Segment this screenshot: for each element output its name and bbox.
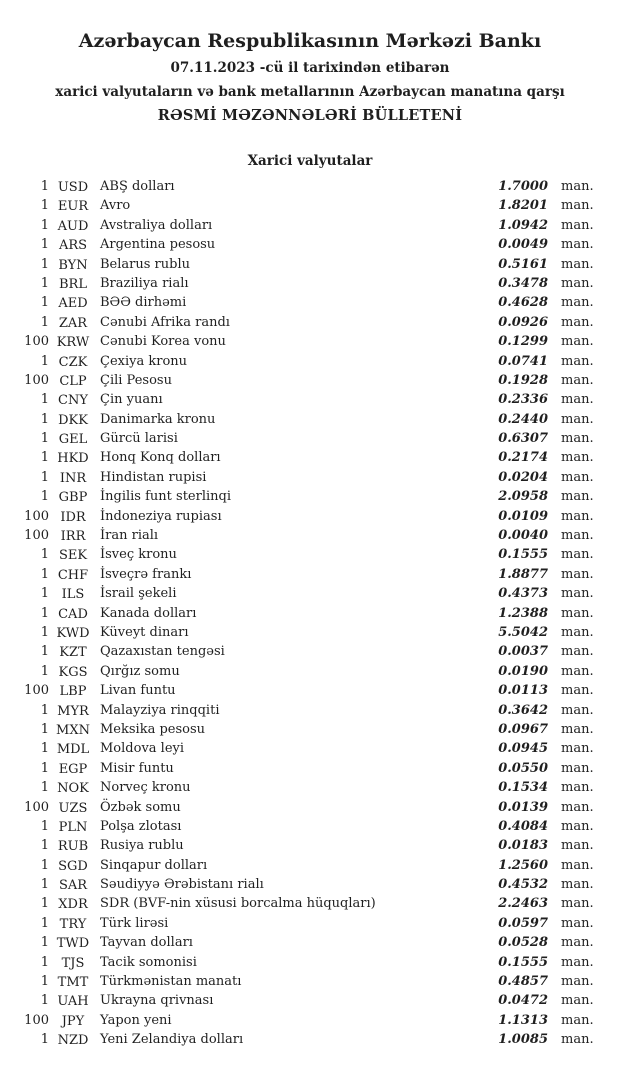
table-row — [0, 177, 620, 196]
rate-value: 1.1313 — [498, 1012, 548, 1028]
rate-value: 0.1534 — [498, 780, 548, 796]
currency-name: Meksika pesosu — [100, 721, 206, 737]
quantity: 1 — [40, 624, 49, 640]
rate-unit: man. — [561, 217, 594, 233]
section-title-foreign-currencies: Xarici valyutalar — [247, 153, 373, 169]
currency-code: AED — [58, 296, 88, 312]
currency-name: İngilis funt sterlinqi — [100, 489, 231, 505]
currency-name: ABŞ dolları — [100, 179, 175, 194]
rate-value: 0.3642 — [498, 702, 548, 718]
rate-value: 0.0967 — [498, 721, 548, 737]
rate-value: 0.0049 — [498, 237, 548, 253]
table-row — [0, 642, 620, 661]
quantity: 1 — [40, 644, 49, 660]
table-row — [0, 487, 620, 506]
bulletin-title: RƏSMİ MƏZƏNNƏLƏRİ BÜLLETENİ — [157, 107, 463, 124]
rate-value: 1.7000 — [498, 179, 548, 194]
currency-name: Rusiya rublu — [100, 838, 184, 854]
rate-unit: man. — [561, 528, 594, 544]
currency-code: XDR — [58, 897, 88, 913]
rate-unit: man. — [561, 605, 594, 621]
currency-name: Qazaxıstan tengəsi — [100, 644, 225, 660]
currency-code: NZD — [57, 1033, 89, 1049]
table-row — [0, 798, 620, 817]
table-row — [0, 235, 620, 254]
table-row — [0, 216, 620, 235]
table-row — [0, 759, 620, 778]
rate-unit: man. — [561, 392, 594, 408]
currency-name: Səudiyyə Ərəbistanı rialı — [100, 877, 264, 893]
currency-name: Cənubi Korea vonu — [100, 334, 226, 350]
currency-name: Norveç kronu — [100, 780, 191, 796]
rate-value: 0.4084 — [498, 818, 548, 834]
quantity: 1 — [40, 489, 49, 505]
table-row — [0, 293, 620, 312]
table-row — [0, 429, 620, 448]
rate-value: 0.0190 — [498, 663, 548, 679]
rate-value: 0.1928 — [498, 372, 548, 388]
currency-name: Küveyt dinarı — [100, 624, 189, 640]
quantity: 1 — [40, 547, 49, 563]
quantity: 1 — [40, 896, 49, 912]
table-row — [0, 448, 620, 467]
table-row — [0, 953, 620, 972]
table-row — [0, 604, 620, 623]
quantity: 100 — [24, 683, 49, 699]
table-row — [0, 274, 620, 293]
currency-code: KGS — [58, 664, 88, 680]
rate-value: 0.2336 — [498, 392, 548, 408]
rate-unit: man. — [561, 314, 594, 330]
table-row — [0, 410, 620, 429]
quantity: 100 — [24, 508, 49, 524]
currency-name: Tayvan dolları — [100, 935, 193, 951]
quantity: 1 — [40, 314, 49, 330]
rate-unit: man. — [561, 566, 594, 582]
rate-unit: man. — [561, 334, 594, 350]
quantity: 1 — [40, 857, 49, 873]
rate-unit: man. — [561, 586, 594, 602]
currency-name: Avstraliya dolları — [100, 217, 213, 233]
rate-value: 1.0942 — [498, 217, 548, 233]
table-row — [0, 662, 620, 681]
rate-value: 2.2463 — [498, 896, 548, 912]
currency-code: CNY — [58, 393, 88, 409]
rate-unit: man. — [561, 547, 594, 563]
currency-code: BRL — [59, 276, 87, 292]
currency-name: Sinqapur dolları — [100, 857, 208, 873]
rate-unit: man. — [561, 256, 594, 272]
quantity: 100 — [24, 334, 49, 350]
quantity: 1 — [40, 915, 49, 931]
rate-unit: man. — [561, 198, 594, 214]
table-row — [0, 875, 620, 894]
quantity: 100 — [24, 799, 49, 815]
rate-unit: man. — [561, 450, 594, 466]
rate-value: 0.0040 — [498, 528, 548, 544]
currency-code: ARS — [58, 238, 88, 254]
currency-name: Türkmənistan manatı — [100, 974, 242, 990]
table-row — [0, 526, 620, 545]
rate-unit: man. — [561, 741, 594, 757]
currency-code: BYN — [58, 257, 88, 273]
currency-code: MYR — [57, 703, 89, 719]
rate-unit: man. — [561, 915, 594, 931]
currency-name: İsrail şekeli — [100, 586, 177, 602]
currency-code: TRY — [59, 916, 87, 932]
table-row — [0, 856, 620, 875]
rate-unit: man. — [561, 179, 594, 194]
currency-code: HKD — [57, 451, 89, 467]
currency-code: UZS — [58, 800, 88, 816]
currency-name: Hindistan rupisi — [100, 469, 207, 485]
rate-unit: man. — [561, 275, 594, 291]
quantity: 1 — [40, 877, 49, 893]
currency-code: USD — [57, 180, 89, 195]
rate-value: 0.4532 — [498, 877, 548, 893]
rate-unit: man. — [561, 372, 594, 388]
currency-code: RUB — [57, 839, 89, 855]
currency-code: EUR — [57, 199, 89, 215]
currency-name: Misir funtu — [100, 760, 174, 776]
quantity: 1 — [40, 721, 49, 737]
quantity: 1 — [40, 586, 49, 602]
currency-code: UAH — [57, 994, 89, 1010]
rate-value: 0.0945 — [498, 741, 548, 757]
quantity: 1 — [40, 217, 49, 233]
quantity: 1 — [40, 780, 49, 796]
table-row — [0, 468, 620, 487]
currency-name: Danimarka kronu — [100, 411, 216, 427]
currency-name: İran rialı — [100, 528, 159, 544]
currency-code: IRR — [60, 529, 86, 545]
quantity: 1 — [40, 450, 49, 466]
currency-code: SEK — [58, 548, 88, 564]
rate-value: 0.0550 — [498, 760, 548, 776]
currency-code: GEL — [58, 432, 88, 448]
rate-value: 5.5042 — [498, 624, 548, 640]
rate-value: 0.0741 — [498, 353, 548, 369]
rate-value: 0.4628 — [498, 295, 548, 311]
quantity: 1 — [40, 663, 49, 679]
rate-value: 1.0085 — [498, 1032, 548, 1048]
rate-unit: man. — [561, 431, 594, 447]
bulletin-subtitle: xarici valyutaların və bank metallarının Azərbaycan manatına qarşı — [55, 84, 565, 100]
table-row — [0, 332, 620, 351]
quantity: 1 — [40, 198, 49, 214]
quantity: 1 — [40, 954, 49, 970]
table-row — [0, 933, 620, 952]
rate-value: 0.1555 — [498, 954, 548, 970]
currency-code: TMT — [57, 975, 89, 991]
currency-code: KZT — [59, 645, 87, 661]
rate-unit: man. — [561, 799, 594, 815]
currency-code: KRW — [56, 335, 90, 351]
rate-unit: man. — [561, 896, 594, 912]
currency-name: Malayziya rinqqiti — [100, 702, 220, 718]
currency-code: SAR — [58, 878, 88, 894]
table-row — [0, 545, 620, 564]
currency-code: TWD — [56, 936, 90, 952]
rate-value: 0.2174 — [498, 450, 548, 466]
rate-value: 0.0204 — [498, 469, 548, 485]
currency-code: GBP — [58, 490, 88, 506]
quantity: 1 — [40, 760, 49, 776]
rate-unit: man. — [561, 760, 594, 776]
currency-name: Braziliya rialı — [100, 275, 189, 291]
rate-unit: man. — [561, 838, 594, 854]
currency-name: Özbək somu — [100, 799, 181, 815]
currency-name: Livan funtu — [100, 683, 176, 699]
rate-unit: man. — [561, 818, 594, 834]
rate-unit: man. — [561, 1012, 594, 1028]
rate-value: 0.1299 — [498, 334, 548, 350]
currency-name: Yapon yeni — [100, 1012, 172, 1028]
currency-code: IDR — [60, 509, 86, 525]
rate-value: 0.3478 — [498, 275, 548, 291]
table-row — [0, 1030, 620, 1049]
quantity: 1 — [40, 1032, 49, 1048]
rate-value: 0.0113 — [498, 683, 548, 699]
currency-name: Moldova leyi — [100, 741, 185, 757]
currency-name: Argentina pesosu — [100, 237, 216, 253]
rate-value: 0.0109 — [498, 508, 548, 524]
rate-unit: man. — [561, 237, 594, 253]
quantity: 1 — [40, 392, 49, 408]
rate-unit: man. — [561, 683, 594, 699]
rate-value: 0.6307 — [498, 431, 548, 447]
rate-unit: man. — [561, 624, 594, 640]
rate-value: 0.0528 — [498, 935, 548, 951]
table-row — [0, 701, 620, 720]
currency-name: İsveçrə frankı — [100, 566, 192, 582]
currency-name: Türk lirəsi — [100, 915, 169, 931]
currency-code: CZK — [58, 354, 88, 370]
rate-unit: man. — [561, 954, 594, 970]
quantity: 1 — [40, 431, 49, 447]
table-row — [0, 914, 620, 933]
quantity: 1 — [40, 256, 49, 272]
currency-code: AUD — [57, 218, 89, 234]
table-row — [0, 565, 620, 584]
currency-name: Ukrayna qrivnası — [100, 993, 214, 1009]
quantity: 1 — [40, 741, 49, 757]
rate-unit: man. — [561, 721, 594, 737]
quantity: 1 — [40, 237, 49, 253]
rate-value: 0.0472 — [498, 993, 548, 1009]
quantity: 100 — [24, 1012, 49, 1028]
rate-value: 0.0037 — [498, 644, 548, 660]
currency-name: Polşa zlotası — [100, 818, 182, 834]
currency-name: BƏƏ dirhəmi — [100, 295, 187, 311]
rate-value: 1.8877 — [498, 566, 548, 582]
quantity: 1 — [40, 275, 49, 291]
quantity: 1 — [40, 566, 49, 582]
quantity: 1 — [40, 974, 49, 990]
quantity: 1 — [40, 411, 49, 427]
rate-unit: man. — [561, 974, 594, 990]
bank-title: Azərbaycan Respublikasının Mərkəzi Bankı — [78, 30, 542, 52]
rate-unit: man. — [561, 469, 594, 485]
currency-code: SGD — [58, 858, 88, 874]
rate-unit: man. — [561, 353, 594, 369]
rate-unit: man. — [561, 411, 594, 427]
currency-name: Tacik somonisi — [100, 954, 197, 970]
currency-name: Çin yuanı — [100, 392, 163, 408]
currency-code: CAD — [58, 606, 88, 622]
rate-unit: man. — [561, 702, 594, 718]
currency-name: Honq Konq dolları — [100, 450, 221, 466]
currency-code: KWD — [56, 625, 90, 641]
currency-code: MXN — [56, 722, 90, 738]
currency-name: Qırğız somu — [100, 663, 180, 679]
table-row — [0, 507, 620, 526]
rate-unit: man. — [561, 780, 594, 796]
currency-name: Belarus rublu — [100, 256, 190, 272]
effective-date-line: 07.11.2023 -cü il tarixindən etibarən — [170, 60, 450, 76]
currency-name: Yeni Zelandiya dolları — [100, 1032, 244, 1048]
rate-value: 2.0958 — [498, 489, 548, 505]
rate-unit: man. — [561, 993, 594, 1009]
rate-value: 0.0139 — [498, 799, 548, 815]
table-row — [0, 352, 620, 371]
currency-code: INR — [59, 470, 87, 486]
table-row — [0, 817, 620, 836]
currency-name: İndoneziya rupiası — [100, 508, 222, 524]
quantity: 1 — [40, 605, 49, 621]
rate-value: 0.4857 — [498, 974, 548, 990]
currency-code: MDL — [56, 742, 90, 758]
currency-code: CHF — [57, 567, 89, 583]
rate-value: 1.2560 — [498, 857, 548, 873]
currency-name: İsveç kronu — [100, 547, 177, 563]
table-row — [0, 991, 620, 1010]
rate-value: 0.5161 — [498, 256, 548, 272]
currency-code: PLN — [58, 819, 88, 835]
table-row — [0, 371, 620, 390]
rate-unit: man. — [561, 295, 594, 311]
table-row — [0, 681, 620, 700]
table-row — [0, 623, 620, 642]
rate-value: 0.0183 — [498, 838, 548, 854]
currency-code: TJS — [61, 955, 85, 971]
quantity: 1 — [40, 838, 49, 854]
table-row — [0, 1011, 620, 1030]
currency-name: Çexiya kronu — [100, 353, 188, 369]
rate-unit: man. — [561, 1032, 594, 1048]
document-header — [0, 0, 620, 126]
rate-unit: man. — [561, 489, 594, 505]
table-row — [0, 390, 620, 409]
table-row — [0, 836, 620, 855]
rate-value: 0.4373 — [498, 586, 548, 602]
currency-code: CLP — [59, 373, 87, 389]
table-row — [0, 313, 620, 332]
table-row — [0, 196, 620, 215]
currency-name: Kanada dolları — [100, 605, 197, 621]
rate-unit: man. — [561, 644, 594, 660]
table-row — [0, 584, 620, 603]
quantity: 1 — [40, 295, 49, 311]
quantity: 100 — [24, 528, 49, 544]
currency-name: Avro — [100, 198, 131, 214]
table-row — [0, 720, 620, 739]
quantity: 1 — [40, 469, 49, 485]
rate-unit: man. — [561, 663, 594, 679]
table-row — [0, 778, 620, 797]
currency-code: NOK — [57, 781, 89, 797]
currency-name: Gürcü larisi — [100, 431, 178, 447]
quantity: 100 — [24, 372, 49, 388]
quantity: 1 — [40, 993, 49, 1009]
rate-unit: man. — [561, 935, 594, 951]
table-row — [0, 894, 620, 913]
rates-table — [0, 177, 620, 1050]
quantity: 1 — [40, 179, 49, 194]
currency-code: ILS — [61, 587, 85, 603]
currency-code: LBP — [59, 684, 87, 700]
table-row — [0, 739, 620, 758]
currency-code: JPY — [61, 1013, 85, 1029]
table-row — [0, 255, 620, 274]
rate-value: 0.0926 — [498, 314, 548, 330]
rate-unit: man. — [561, 877, 594, 893]
rate-unit: man. — [561, 508, 594, 524]
quantity: 1 — [40, 818, 49, 834]
quantity: 1 — [40, 702, 49, 718]
currency-code: EGP — [58, 761, 88, 777]
quantity: 1 — [40, 935, 49, 951]
currency-code: ZAR — [58, 315, 88, 331]
rate-value: 0.1555 — [498, 547, 548, 563]
currency-name: Çili Pesosu — [100, 372, 172, 388]
rate-value: 0.0597 — [498, 915, 548, 931]
rate-unit: man. — [561, 857, 594, 873]
table-row — [0, 972, 620, 991]
rate-value: 1.8201 — [498, 198, 548, 214]
rate-value: 0.2440 — [498, 411, 548, 427]
currency-name: SDR (BVF-nin xüsusi borcalma hüquqları) — [100, 896, 376, 912]
rate-value: 1.2388 — [498, 605, 548, 621]
currency-name: Cənubi Afrika randı — [100, 314, 230, 330]
currency-code: DKK — [58, 412, 88, 428]
quantity: 1 — [40, 353, 49, 369]
